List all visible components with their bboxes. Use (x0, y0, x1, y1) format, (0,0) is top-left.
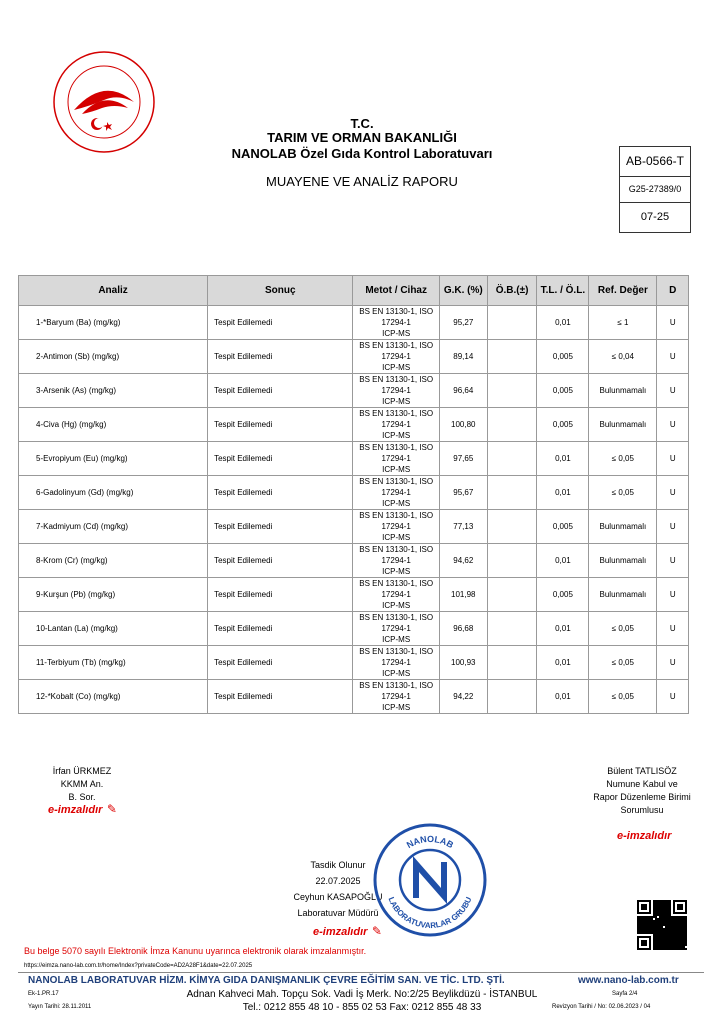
website-link[interactable]: www.nano-lab.com.tr (578, 975, 679, 986)
method-cell (353, 340, 439, 374)
table-header-row (19, 276, 689, 306)
reference-value-cell: ≤ 0,05 (589, 612, 657, 646)
uncertainty-cell (487, 544, 537, 578)
method-line: BS EN 13130-1, ISO (359, 477, 434, 486)
method-line: ICP-MS (382, 635, 411, 644)
signature-left (42, 765, 122, 804)
result-cell: Tespit Edilemedi (208, 476, 353, 510)
method-line: ICP-MS (382, 363, 411, 372)
method-cell (353, 612, 439, 646)
recovery-cell: 95,27 (439, 306, 487, 340)
method-line: 17294-1 (381, 658, 411, 667)
reference-value-cell: Bulunmamalı (589, 510, 657, 544)
decision-cell: U (657, 510, 689, 544)
result-cell: Tespit Edilemedi (208, 578, 353, 612)
method-cell (353, 680, 439, 714)
result-cell: Tespit Edilemedi (208, 680, 353, 714)
detection-limit-cell: 0,01 (537, 646, 589, 680)
column-header: Ö.B.(±) (487, 276, 537, 306)
detection-limit-cell: 0,01 (537, 476, 589, 510)
method-line: BS EN 13130-1, ISO (359, 613, 434, 622)
verify-url[interactable]: https://eimza.nano-lab.com.tr/home/Index?privateCode=AD2A28F1&date=22.07.2025 (24, 963, 253, 969)
stamp-bottom-text: LABORATUVARLAR GRUBU (386, 895, 474, 931)
signer-title: B. Sor. (68, 792, 96, 802)
uncertainty-cell (487, 374, 537, 408)
detection-limit-cell: 0,01 (537, 306, 589, 340)
method-line: 17294-1 (381, 386, 411, 395)
method-line: BS EN 13130-1, ISO (359, 443, 434, 452)
method-line: ICP-MS (382, 533, 411, 542)
recovery-cell: 77,13 (439, 510, 487, 544)
table-row (19, 680, 689, 714)
method-line: BS EN 13130-1, ISO (359, 647, 434, 656)
uncertainty-cell (487, 612, 537, 646)
result-cell: Tespit Edilemedi (208, 340, 353, 374)
method-line: 17294-1 (381, 420, 411, 429)
pen-icon: ✎ (371, 924, 382, 938)
esign-label: e-imzalıdır (617, 830, 672, 842)
column-header: Analiz (19, 276, 208, 306)
footer-divider (18, 972, 704, 973)
table-row (19, 612, 689, 646)
method-line: 17294-1 (381, 454, 411, 463)
method-line: ICP-MS (382, 465, 411, 474)
method-line: 17294-1 (381, 624, 411, 633)
header-lab-name: NANOLAB Özel Gıda Kontrol Laboratuvarı (231, 146, 493, 161)
analyte-cell: 1-*Baryum (Ba) (mg/kg) (19, 306, 208, 340)
method-cell (353, 374, 439, 408)
detection-limit-cell: 0,01 (537, 680, 589, 714)
analyte-cell: 11-Terbiyum (Tb) (mg/kg) (19, 646, 208, 680)
result-cell: Tespit Edilemedi (208, 408, 353, 442)
result-cell: Tespit Edilemedi (208, 442, 353, 476)
detection-limit-cell: 0,005 (537, 340, 589, 374)
recovery-cell: 96,64 (439, 374, 487, 408)
table-row (19, 306, 689, 340)
column-header: T.L. / Ö.L. (537, 276, 589, 306)
decision-cell: U (657, 306, 689, 340)
column-header: Sonuç (208, 276, 353, 306)
method-cell (353, 646, 439, 680)
reference-value-cell: Bulunmamalı (589, 544, 657, 578)
analyte-cell: 6-Gadolinyum (Gd) (mg/kg) (19, 476, 208, 510)
analyte-cell: 9-Kurşun (Pb) (mg/kg) (19, 578, 208, 612)
company-address: Adnan Kahveci Mah. Topçu Sok. Vadi İş Merk. No:2/25 Beylikdüzü - İSTANBUL (186, 989, 538, 1000)
method-line: 17294-1 (381, 556, 411, 565)
uncertainty-cell (487, 646, 537, 680)
table-body (19, 306, 689, 714)
method-cell (353, 408, 439, 442)
esign-label: e-imzalıdır (48, 804, 103, 816)
uncertainty-cell (487, 680, 537, 714)
method-line: ICP-MS (382, 601, 411, 610)
recovery-cell: 97,65 (439, 442, 487, 476)
column-header: Ref. Değer (589, 276, 657, 306)
esign-law-note: Bu belge 5070 sayılı Elektronik İmza Kanunu uyarınca elektronik olarak imzalanmıştır. (24, 946, 367, 956)
signer-title: Sorumlusu (620, 805, 664, 815)
reference-value-cell: Bulunmamalı (589, 374, 657, 408)
reference-value-cell: Bulunmamalı (589, 578, 657, 612)
nanolab-stamp (372, 822, 488, 938)
svg-text:NANOLAB (405, 834, 456, 850)
decision-cell: U (657, 680, 689, 714)
report-title: MUAYENE VE ANALİZ RAPORU (266, 174, 458, 189)
revision-info: Revizyon Tarihi / No: 02.06.2023 / 04 (552, 1004, 651, 1010)
decision-cell: U (657, 578, 689, 612)
signer-title: Laboratuvar Müdürü (297, 908, 379, 918)
table-row (19, 578, 689, 612)
decision-cell: U (657, 374, 689, 408)
report-code-box (619, 146, 691, 233)
signer-title: Numune Kabul ve (606, 779, 678, 789)
method-cell (353, 442, 439, 476)
analyte-cell: 7-Kadmiyum (Cd) (mg/kg) (19, 510, 208, 544)
approval-date: 22.07.2025 (315, 876, 361, 886)
stamp-top-text: NANOLAB (404, 833, 456, 851)
uncertainty-cell (487, 340, 537, 374)
table-row (19, 646, 689, 680)
esign-left (48, 800, 117, 818)
detection-limit-cell: 0,005 (537, 408, 589, 442)
column-header: Metot / Cihaz (353, 276, 439, 306)
result-cell: Tespit Edilemedi (208, 510, 353, 544)
detection-limit-cell: 0,01 (537, 612, 589, 646)
approval-label: Tasdik Olunur (310, 860, 366, 870)
reference-value-cell: ≤ 0,05 (589, 476, 657, 510)
analyte-cell: 5-Evropiyum (Eu) (mg/kg) (19, 442, 208, 476)
recovery-cell: 100,80 (439, 408, 487, 442)
method-line: BS EN 13130-1, ISO (359, 375, 434, 384)
signer-title: Rapor Düzenleme Birimi (593, 792, 691, 802)
page-number: Sayfa 2/4 (612, 991, 638, 997)
reference-value-cell: ≤ 0,05 (589, 442, 657, 476)
decision-cell: U (657, 612, 689, 646)
detection-limit-cell: 0,01 (537, 544, 589, 578)
table-row (19, 442, 689, 476)
table-row (19, 544, 689, 578)
table-row (19, 374, 689, 408)
method-line: ICP-MS (382, 329, 411, 338)
method-cell (353, 544, 439, 578)
recovery-cell: 94,22 (439, 680, 487, 714)
uncertainty-cell (487, 476, 537, 510)
method-line: ICP-MS (382, 567, 411, 576)
detection-limit-cell: 0,005 (537, 510, 589, 544)
method-line: ICP-MS (382, 669, 411, 678)
method-cell (353, 476, 439, 510)
method-line: BS EN 13130-1, ISO (359, 545, 434, 554)
detection-limit-cell: 0,005 (537, 374, 589, 408)
signer-name: İrfan ÜRKMEZ (52, 766, 112, 776)
table-row (19, 408, 689, 442)
method-line: BS EN 13130-1, ISO (359, 341, 434, 350)
recovery-cell: 94,62 (439, 544, 487, 578)
qr-code (637, 900, 687, 950)
reference-value-cell: ≤ 0,05 (589, 680, 657, 714)
analysis-results-table (18, 275, 689, 714)
method-cell (353, 306, 439, 340)
table-row (19, 476, 689, 510)
analyte-cell: 10-Lantan (La) (mg/kg) (19, 612, 208, 646)
table-row (19, 340, 689, 374)
method-line: BS EN 13130-1, ISO (359, 579, 434, 588)
pen-icon: ✎ (106, 802, 117, 816)
table-row (19, 510, 689, 544)
method-line: 17294-1 (381, 522, 411, 531)
uncertainty-cell (487, 442, 537, 476)
uncertainty-cell (487, 510, 537, 544)
detection-limit-cell: 0,005 (537, 578, 589, 612)
reference-value-cell: ≤ 1 (589, 306, 657, 340)
decision-cell: U (657, 544, 689, 578)
signer-name: Ceyhun KASAPOĞLU (293, 892, 383, 902)
form-code: Ek-1.PR.17 (28, 991, 59, 997)
method-line: 17294-1 (381, 352, 411, 361)
signature-right (580, 765, 704, 817)
report-number: G25-27389/0 (620, 177, 690, 203)
method-line: BS EN 13130-1, ISO (359, 307, 434, 316)
method-line: ICP-MS (382, 431, 411, 440)
result-cell: Tespit Edilemedi (208, 544, 353, 578)
signer-title: KKMM An. (60, 779, 104, 789)
recovery-cell: 101,98 (439, 578, 487, 612)
recovery-cell: 95,67 (439, 476, 487, 510)
recovery-cell: 100,93 (439, 646, 487, 680)
analyte-cell: 2-Antimon (Sb) (mg/kg) (19, 340, 208, 374)
result-cell: Tespit Edilemedi (208, 612, 353, 646)
detection-limit-cell: 0,01 (537, 442, 589, 476)
decision-cell: U (657, 442, 689, 476)
decision-cell: U (657, 340, 689, 374)
decision-cell: U (657, 476, 689, 510)
uncertainty-cell (487, 578, 537, 612)
method-line: 17294-1 (381, 590, 411, 599)
esign-right (617, 826, 671, 844)
analyte-cell: 3-Arsenik (As) (mg/kg) (19, 374, 208, 408)
report-period: 07-25 (640, 211, 670, 223)
recovery-cell: 96,68 (439, 612, 487, 646)
reference-value-cell: Bulunmamalı (589, 408, 657, 442)
analyte-cell: 8-Krom (Cr) (mg/kg) (19, 544, 208, 578)
method-line: BS EN 13130-1, ISO (359, 681, 434, 690)
reference-value-cell: ≤ 0,05 (589, 646, 657, 680)
method-line: 17294-1 (381, 318, 411, 327)
ministry-logo (52, 50, 156, 154)
uncertainty-cell (487, 306, 537, 340)
column-header: G.K. (%) (439, 276, 487, 306)
company-name: NANOLAB LABORATUVAR HİZM. KİMYA GIDA DANIŞMANLIK ÇEVRE EĞİTİM SAN. VE TİC. LTD. ŞTİ. (28, 975, 505, 986)
signer-name: Bülent TATLISÖZ (607, 766, 677, 776)
method-line: ICP-MS (382, 499, 411, 508)
accreditation-code: AB-0566-T (620, 147, 690, 177)
uncertainty-cell (487, 408, 537, 442)
decision-cell: U (657, 408, 689, 442)
header-ministry: TARIM VE ORMAN BAKANLIĞI (267, 130, 457, 145)
recovery-cell: 89,14 (439, 340, 487, 374)
company-phone: Tel.: 0212 855 48 10 - 855 02 53 Fax: 0212 855 48 33 (242, 1002, 482, 1013)
result-cell: Tespit Edilemedi (208, 306, 353, 340)
esign-label: e-imzalıdır (313, 926, 368, 938)
method-line: 17294-1 (381, 692, 411, 701)
method-line: ICP-MS (382, 703, 411, 712)
analyte-cell: 12-*Kobalt (Co) (mg/kg) (19, 680, 208, 714)
method-cell (353, 578, 439, 612)
method-line: BS EN 13130-1, ISO (359, 409, 434, 418)
method-line: 17294-1 (381, 488, 411, 497)
column-header: D (657, 276, 689, 306)
result-cell: Tespit Edilemedi (208, 374, 353, 408)
decision-cell: U (657, 646, 689, 680)
method-cell (353, 510, 439, 544)
analyte-cell: 4-Civa (Hg) (mg/kg) (19, 408, 208, 442)
method-line: BS EN 13130-1, ISO (359, 511, 434, 520)
result-cell: Tespit Edilemedi (208, 646, 353, 680)
header-tc: T.C. (350, 116, 374, 131)
method-line: ICP-MS (382, 397, 411, 406)
publish-date: Yayın Tarihi: 28.11.2011 (28, 1004, 92, 1010)
reference-value-cell: ≤ 0,04 (589, 340, 657, 374)
